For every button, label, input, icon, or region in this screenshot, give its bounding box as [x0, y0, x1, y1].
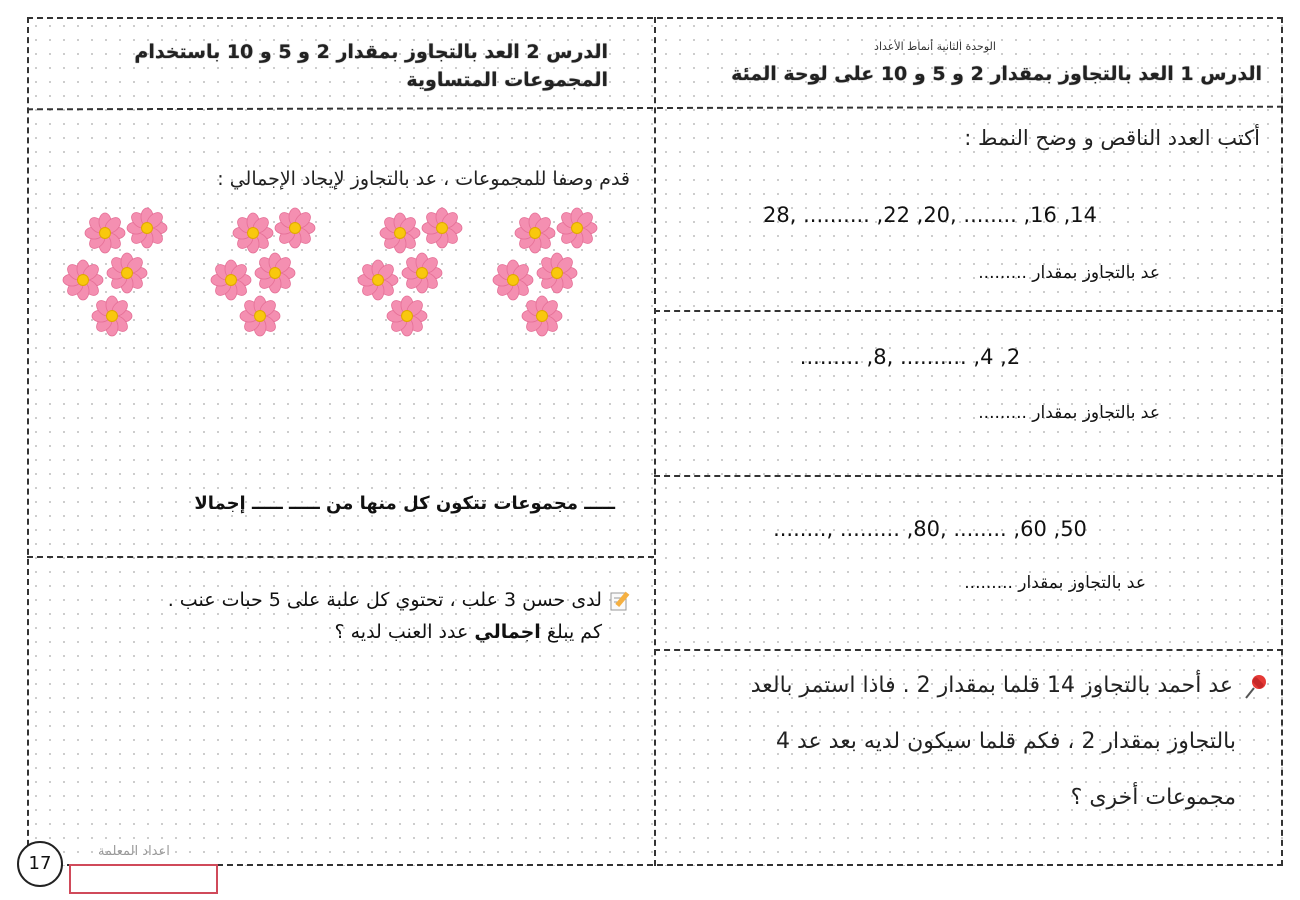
- flower-icon: [92, 296, 132, 336]
- right-divider-1: [654, 310, 1283, 312]
- flower-icon: [515, 213, 555, 253]
- right-divider-2: [654, 475, 1283, 477]
- flower-icon: [422, 208, 462, 248]
- skip-count-answer-2: عد بالتجاوز بمقدار .........: [978, 403, 1160, 423]
- column-divider: [654, 17, 656, 866]
- prepared-by-label: اعداد المعلمة: [98, 844, 170, 859]
- flower-icon: [380, 213, 420, 253]
- sequence-2-text: 2, 4, .......... ,8, .........: [799, 345, 1021, 369]
- sequence-3-text: 50, 60, ........ ,80, ......... ,........: [773, 517, 1087, 541]
- sequence-1-text: 14, 16, ........ ,20, 22, .......... ,28: [763, 203, 1097, 227]
- teacher-name-box: [69, 864, 218, 894]
- grape-problem-text-2a: كم يبلغ: [540, 621, 602, 643]
- flower-icon: [63, 260, 103, 300]
- pushpin-icon: [1240, 658, 1270, 714]
- flower-icon: [387, 296, 427, 336]
- word-problem-line3: مجموعات أخرى ؟: [1070, 785, 1236, 810]
- grape-word-problem: [40, 584, 632, 648]
- flower-icon: [358, 260, 398, 300]
- flower-group: [358, 208, 462, 336]
- lesson-2-title-line1: الدرس 2 العد بالتجاوز بمقدار 2 و 5 و 10 باستخدام: [134, 41, 608, 63]
- flower-group: [493, 208, 597, 336]
- flower-icon: [85, 213, 125, 253]
- flower-group: [211, 208, 315, 336]
- page-number: 17: [17, 841, 63, 887]
- pencil-word-problem: [690, 658, 1270, 826]
- sequence-3: [720, 517, 1140, 541]
- skip-count-answer-3: عد بالتجاوز بمقدار .........: [964, 573, 1146, 593]
- flower-icon: [537, 253, 577, 293]
- lesson-1-title: الدرس 1 العد بالتجاوز بمقدار 2 و 5 و 10 على لوحة المئة: [731, 63, 1262, 85]
- pencil-memo-icon: [602, 589, 632, 611]
- grape-problem-line1: [40, 584, 632, 616]
- flower-group: [63, 208, 167, 336]
- unit-title: الوحدة الثانية أنماط الأعداد: [874, 40, 996, 53]
- flower-icon: [233, 213, 273, 253]
- grape-problem-text-2b: اجمالي: [474, 621, 541, 643]
- sequence-2: [700, 345, 1120, 369]
- grape-problem-text-1: لدى حسن 3 علب ، تحتوي كل علبة على 5 حبات عنب .: [167, 589, 602, 611]
- groups-instruction: قدم وصفا للمجموعات ، عد بالتجاوز لإيجاد الإجمالي :: [217, 168, 630, 190]
- flower-icon: [275, 208, 315, 248]
- flower-icon: [211, 260, 251, 300]
- grape-problem-text-2c: عدد العنب لديه ؟: [334, 621, 475, 643]
- flower-icon: [240, 296, 280, 336]
- word-problem-line2: بالتجاوز بمقدار 2 ، فكم قلما سيكون لديه بعد عد 4: [775, 729, 1236, 754]
- word-problem-text-1: عد أحمد بالتجاوز 14 قلما بمقدار 2 . فاذا استمر بالعد: [750, 673, 1233, 698]
- flower-icon: [127, 208, 167, 248]
- flower-icon: [557, 208, 597, 248]
- flower-icon: [107, 253, 147, 293]
- flower-icon: [402, 253, 442, 293]
- right-divider-3: [654, 649, 1283, 651]
- word-problem-line1: [690, 658, 1270, 714]
- left-divider: [27, 556, 654, 558]
- grape-problem-line2: [40, 616, 632, 648]
- skip-count-answer-1: عد بالتجاوز بمقدار .........: [978, 263, 1160, 283]
- sequence-1: [700, 203, 1160, 227]
- missing-number-instruction: أكتب العدد الناقص و وضح النمط :: [964, 126, 1260, 150]
- groups-answer-line: ـــــ مجموعات تتكون كل منها من ـــــ ـــــ إجمالا: [194, 493, 615, 514]
- flower-icon: [255, 253, 295, 293]
- lesson-2-title-line2: المجموعات المتساوية: [406, 69, 608, 91]
- flower-icon: [493, 260, 533, 300]
- flower-icon: [522, 296, 562, 336]
- flower-groups-illustration: [60, 205, 620, 345]
